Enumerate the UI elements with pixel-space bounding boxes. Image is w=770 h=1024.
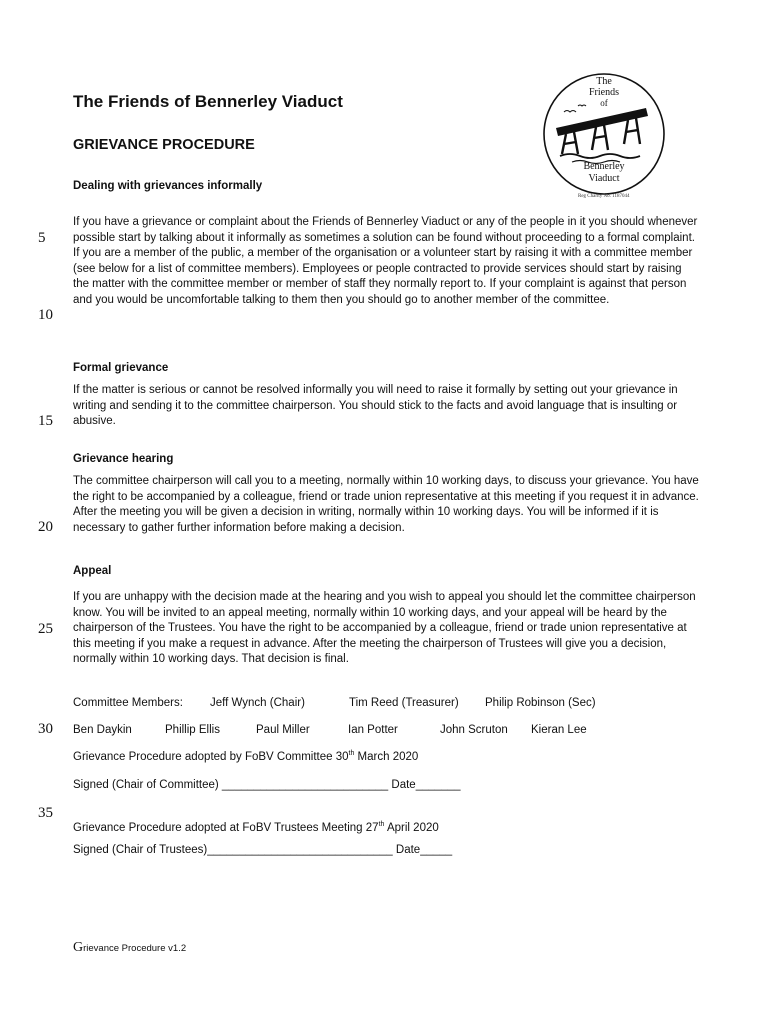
- signed-trustees-line: Signed (Chair of Trustees)_____________________________ Date_____: [73, 844, 453, 856]
- document-title: The Friends of Bennerley Viaduct: [73, 92, 343, 111]
- line-number: 15: [38, 413, 53, 429]
- committee-member: Kieran Lee: [531, 724, 587, 736]
- committee-member: Philip Robinson (Sec): [485, 697, 596, 709]
- paragraph-informal: If you have a grievance or complaint about the Friends of Bennerley Viaduct or any of the people in it you should whenever possible start by talking about it informally as sometimes a solution can be found without proceeding to a formal complaint. If you are a member of the public, a member of the organisation or a volunteer start by raising it with a committee member (see below for a list of committee members). Employees or people contracted to provide services should start by raising the matter with the committee member or member of staff they normally report to. If your complaint is against that person and you would be uncomfortable talking to them then you should go to another member of the committee.: [73, 216, 698, 306]
- line-number: 35: [38, 805, 53, 821]
- committee-label: Committee Members:: [73, 697, 183, 709]
- heading-hearing: Grievance hearing: [73, 453, 174, 465]
- committee-member: Phillip Ellis: [165, 724, 220, 736]
- logo-text-the: The: [596, 76, 612, 87]
- heading-formal: Formal grievance: [73, 362, 169, 374]
- document-subtitle: GRIEVANCE PROCEDURE: [73, 137, 255, 153]
- bennerley-viaduct-logo: [542, 72, 666, 196]
- line-number: 25: [38, 621, 53, 637]
- paragraph-formal: If the matter is serious or cannot be resolved informally you will need to raise it formally by setting out your grievance in writing and sending it to the committee chairperson. You should stick to the facts and avoid language that is insulting or abusive.: [73, 384, 678, 428]
- reg-charity-number: Reg Charity No. 1187044: [578, 194, 630, 199]
- logo-text-bennerley: Bennerley: [583, 161, 625, 172]
- adopted-committee-line: Grievance Procedure adopted by FoBV Committee 30th March 2020: [73, 750, 419, 763]
- line-number: 30: [38, 721, 53, 737]
- heading-appeal: Appeal: [73, 565, 112, 577]
- paragraph-appeal: If you are unhappy with the decision made at the hearing and you wish to appeal you should let the committee chairperson know. You will be invited to an appeal meeting, normally within 10 working days, and your appeal will be heard by the chairperson of the Trustees. You have the right to be accompanied by a colleague, friend or trade union representative at this meeting if you make a request in advance. After the meeting the chairperson of Trustees will give you a decision, normally within 10 working days. That decision is final.: [73, 591, 696, 666]
- adopted-trustees-line: Grievance Procedure adopted at FoBV Trustees Meeting 27th April 2020: [73, 821, 439, 834]
- committee-member: Jeff Wynch (Chair): [210, 697, 305, 709]
- committee-member: Ian Potter: [348, 724, 398, 736]
- committee-member: Ben Daykin: [73, 724, 132, 736]
- signed-committee-line: Signed (Chair of Committee) __________________________ Date_______: [73, 779, 461, 791]
- logo-text-viaduct: Viaduct: [588, 173, 620, 184]
- page-footer: Grievance Procedure v1.2: [73, 940, 187, 955]
- paragraph-hearing: The committee chairperson will call you to a meeting, normally within 10 working days, to discuss your grievance. You have the right to be accompanied by a colleague, friend or trade union representative at this meeting if you request it in advance. After the meeting you will be given a decision in writing, normally within 10 working days. You will be informed if it is necessary to gather further information before making a decision.: [73, 475, 699, 534]
- committee-member: Tim Reed (Treasurer): [349, 697, 459, 709]
- line-number: 20: [38, 519, 53, 535]
- line-number: 5: [38, 230, 46, 246]
- committee-member: Paul Miller: [256, 724, 310, 736]
- logo-text-of: of: [600, 98, 608, 108]
- heading-informal: Dealing with grievances informally: [73, 180, 263, 192]
- committee-member: John Scruton: [440, 724, 508, 736]
- logo-text-friends: Friends: [589, 87, 619, 98]
- line-number: 10: [38, 307, 53, 323]
